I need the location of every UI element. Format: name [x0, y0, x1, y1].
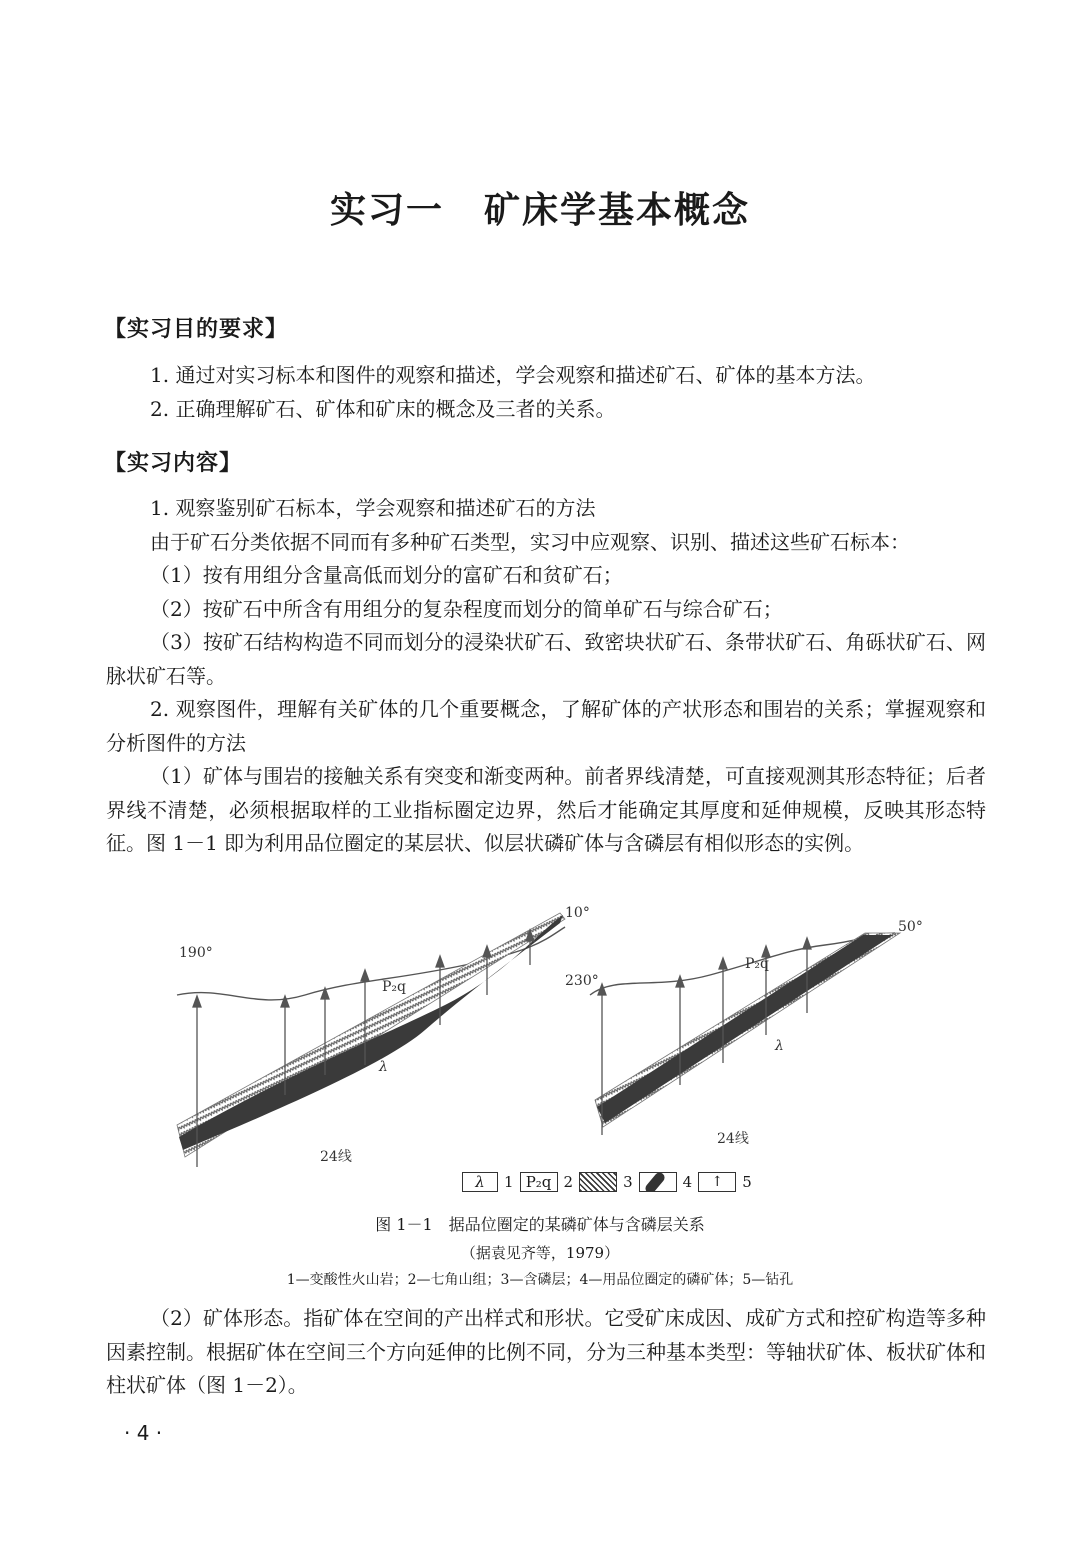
line-label: 24线	[717, 1131, 749, 1147]
legend-box-hatch-icon	[579, 1172, 617, 1192]
title-part2: 矿床学基本概念	[484, 189, 751, 231]
figure-legend-row	[462, 1172, 752, 1192]
left-section-panel	[177, 905, 590, 1167]
section-heading-objectives: 【实习目的要求】	[104, 317, 289, 342]
objective-item: 1. 通过对实习标本和图件的观察和描述，学会观察和描述矿石、矿体的基本方法。	[150, 363, 876, 387]
legend-num: 2	[563, 1173, 574, 1191]
paragraph: （2）按矿石中所含有用组分的复杂程度而划分的简单矿石与综合矿石；	[150, 596, 783, 621]
legend-box-formation: P₂q	[520, 1172, 558, 1192]
page-number: · 4 ·	[124, 1421, 163, 1445]
figure-legend-text: 1—变酸性火山岩；2—七角山组；3—含磷层；4—用品位圈定的磷矿体；5—钻孔	[286, 1272, 794, 1288]
angle-label-end: 10°	[565, 905, 590, 921]
paragraph: （1）矿体与围岩的接触关系有突变和渐变两种。前者界线清楚，可直接观测其形态特征；后者界线不清楚，必须根据取样的工业指标圈定边界，然后才能确定其厚度和延伸规模，反映其形态特征。图 1－1 即为利用品位圈定的某层状、似层状磷矿体与含磷层有相似形态的实例。	[106, 764, 986, 855]
right-section-panel	[565, 919, 923, 1147]
legend-num: 1	[504, 1173, 514, 1191]
line-label: 24线	[320, 1149, 352, 1165]
legend-box-orebody-icon	[639, 1172, 677, 1192]
paragraph: 2. 观察图件，理解有关矿体的几个重要概念，了解矿体的产状形态和围岩的关系；掌握观察和分析图件的方法	[106, 697, 986, 755]
unit-label: P₂q	[382, 979, 406, 995]
angle-label-start: 230°	[565, 973, 599, 989]
legend-box-volcanic: λ	[462, 1172, 498, 1192]
objectives-list	[106, 359, 986, 426]
paragraph: 1. 观察鉴别矿石标本，学会观察和描述矿石的方法	[150, 496, 596, 520]
page-title	[0, 182, 1080, 233]
figure-source: （据袁见齐等，1979）	[460, 1244, 620, 1262]
topography-line	[177, 927, 565, 1000]
figure-1-1	[165, 895, 955, 1175]
paragraph: （1）按有用组分含量高低而划分的富矿石和贫矿石；	[150, 563, 623, 587]
figure-caption: 图 1－1 据品位圈定的某磷矿体与含磷层关系	[375, 1215, 705, 1234]
rock-label: λ	[775, 1038, 784, 1054]
angle-label-start: 190°	[179, 945, 213, 961]
title-part1: 实习一	[329, 189, 444, 231]
objective-item: 2. 正确理解矿石、矿体和矿床的概念及三者的关系。	[150, 396, 616, 421]
unit-label: P₂q	[745, 956, 769, 972]
content-body-after-figure	[106, 1302, 986, 1403]
content-body	[106, 492, 986, 861]
paragraph: （3）按矿石结构构造不同而划分的浸染状矿石、致密块状矿石、条带状矿石、角砾状矿石、网脉状矿石等。	[106, 630, 986, 688]
angle-label-end: 50°	[898, 919, 923, 935]
paragraph: （2）矿体形态。指矿体在空间的产出样式和形状。它受矿床成因、成矿方式和控矿构造等多种因素控制。根据矿体在空间三个方向延伸的比例不同，分为三种基本类型：等轴状矿体、板状矿体和柱状矿体（图 1－2）。	[106, 1306, 986, 1397]
rock-label: λ	[379, 1059, 388, 1075]
legend-box-drill-arrow-icon: ↑	[698, 1172, 736, 1192]
paragraph: 由于矿石分类依据不同而有多种矿石类型，实习中应观察、识别、描述这些矿石标本：	[150, 529, 910, 554]
section-heading-content: 【实习内容】	[104, 451, 243, 476]
legend-num: 4	[682, 1173, 693, 1191]
legend-num: 5	[742, 1173, 752, 1191]
legend-num: 3	[623, 1173, 633, 1191]
